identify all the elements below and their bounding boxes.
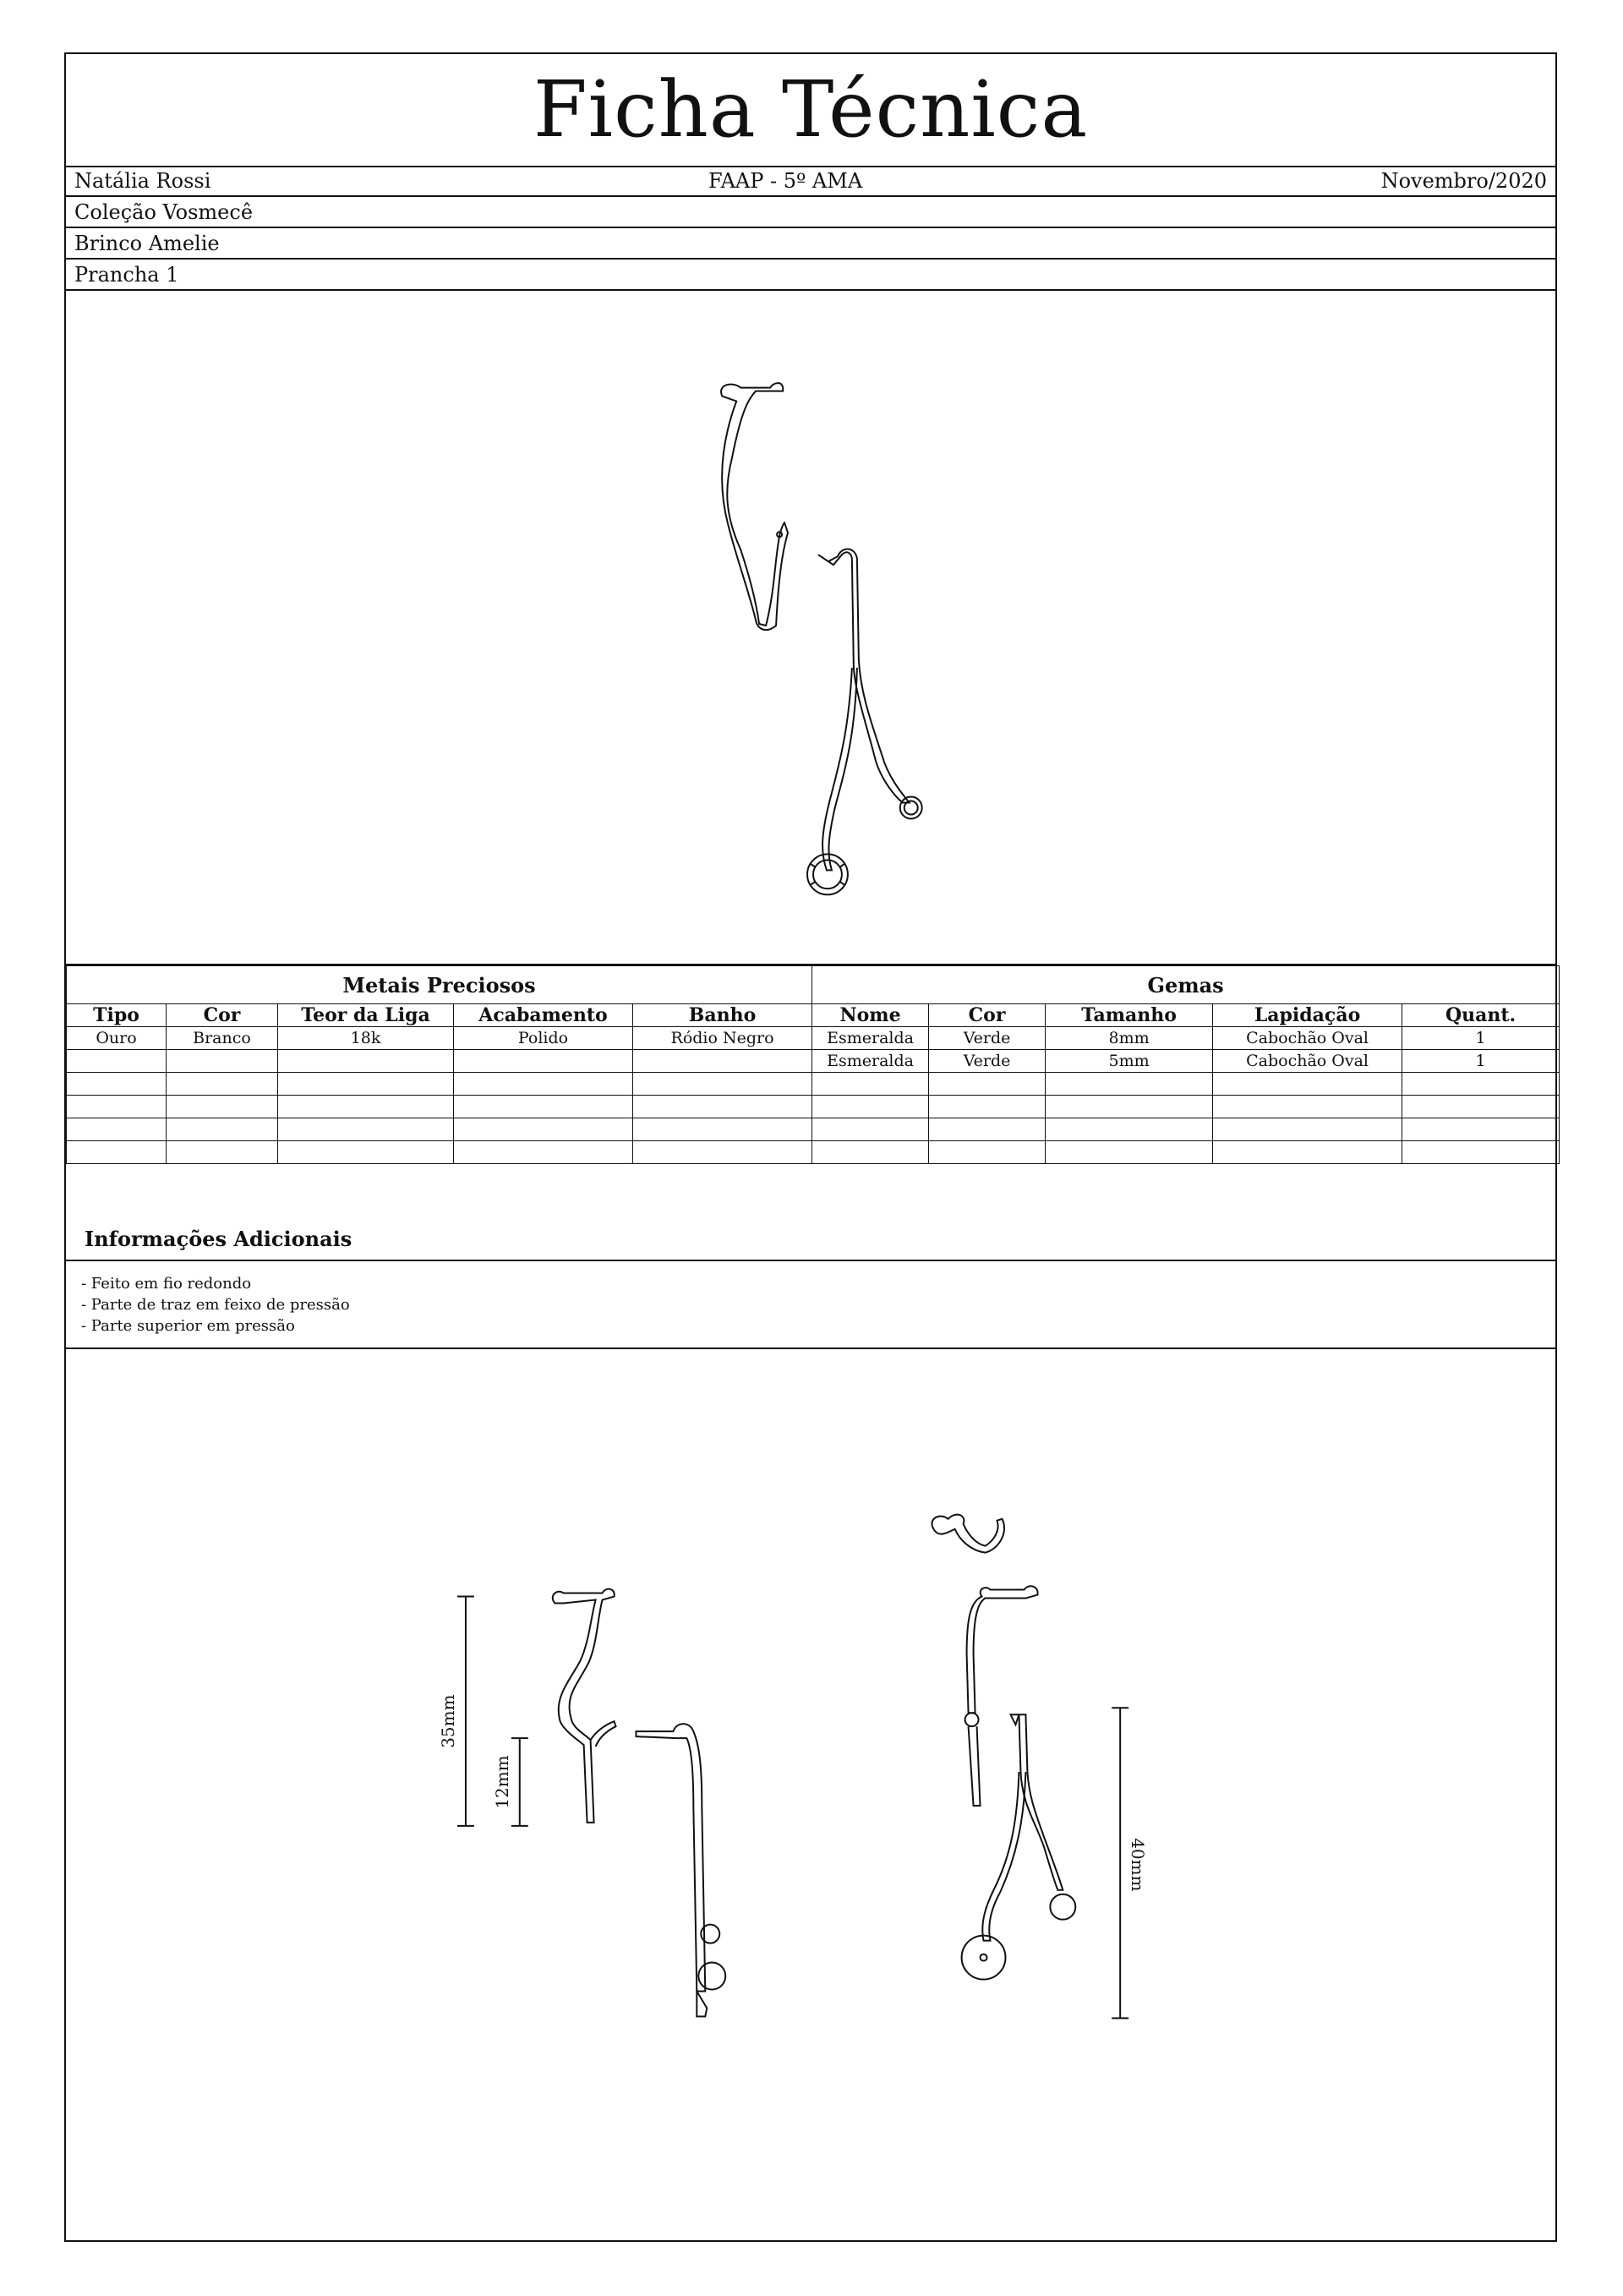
dimension-label-40mm: 40mm <box>1128 1838 1149 1892</box>
gem-name-cell: Esmeralda <box>812 1027 929 1050</box>
back-view-branch-wire <box>1010 1714 1063 1890</box>
table-row <box>67 1096 1560 1118</box>
header-row-4 <box>66 260 1555 291</box>
info-item: - Parte superior em pressão <box>81 1317 295 1335</box>
page-title: Ficha Técnica <box>66 54 1555 167</box>
course-name: FAAP - 5º AMA <box>708 169 863 193</box>
board-number: Prancha 1 <box>74 263 179 287</box>
metals-col-plating: Banho <box>633 1004 812 1027</box>
front-view-hook <box>553 1589 615 1823</box>
back-view-gem-large <box>962 1936 1006 1980</box>
side-view-bottom <box>697 1991 707 2016</box>
back-view-stem <box>982 1772 1025 1941</box>
collection-name: Coleção Vosmecê <box>74 200 254 224</box>
back-view-hook <box>967 1586 1038 1713</box>
gems-col-size: Tamanho <box>1046 1004 1213 1027</box>
gem-quantity-cell: 1 <box>1402 1027 1560 1050</box>
gem-size-cell: 5mm <box>1046 1050 1213 1073</box>
gem-cut-cell: Cabochão Oval <box>1213 1027 1402 1050</box>
upper-hook-wire <box>721 383 788 630</box>
dimension-label-12mm: 12mm <box>491 1755 512 1809</box>
back-view-gem-small <box>1050 1894 1075 1920</box>
gem-quantity-cell: 1 <box>1402 1050 1560 1073</box>
dimension-label-35mm: 35mm <box>437 1694 458 1748</box>
table-row <box>67 1027 1560 1050</box>
metals-col-type: Tipo <box>67 1004 167 1027</box>
author-name: Natália Rossi <box>74 169 211 193</box>
materials-table <box>66 964 1555 1164</box>
dimension-line-12mm <box>511 1738 528 1826</box>
gems-col-quantity: Quant. <box>1402 1004 1560 1027</box>
lower-branch-wire <box>818 549 910 802</box>
table-row <box>67 1141 1560 1164</box>
info-heading: Informações Adicionais <box>66 1217 1555 1261</box>
main-stem <box>822 668 857 870</box>
dimension-line-35mm <box>457 1597 474 1826</box>
small-gem-inner <box>904 801 918 815</box>
metal-finish-cell: Polido <box>454 1027 633 1050</box>
gem-color-cell: Verde <box>929 1027 1046 1050</box>
header-row-2 <box>66 197 1555 228</box>
dimension-line-40mm <box>1112 1708 1128 2018</box>
gems-col-cut: Lapidação <box>1213 1004 1402 1027</box>
table-row <box>67 1050 1560 1073</box>
side-view-wire <box>636 1724 705 1991</box>
earring-orthographic-views <box>66 1349 1555 2242</box>
info-item: - Feito em fio redondo <box>81 1275 252 1293</box>
side-view-gem-large <box>698 1963 725 1990</box>
metals-col-alloy: Teor da Liga <box>278 1004 454 1027</box>
large-gem-inner <box>813 860 842 888</box>
front-view-branch <box>591 1721 616 1747</box>
header-row-1 <box>66 166 1555 197</box>
info-item: - Parte de traz em feixo de pressão <box>81 1296 350 1314</box>
metals-col-finish: Acabamento <box>454 1004 633 1027</box>
metal-alloy-cell: 18k <box>278 1027 454 1050</box>
metals-heading: Metais Preciosos <box>67 966 812 1004</box>
gem-cut-cell: Cabochão Oval <box>1213 1050 1402 1073</box>
top-clip-detail <box>932 1515 1005 1553</box>
table-row <box>67 1073 1560 1096</box>
gems-heading: Gemas <box>812 966 1560 1004</box>
info-list <box>66 1261 1555 1349</box>
gems-col-name: Nome <box>812 1004 929 1027</box>
table-row <box>67 1118 1560 1141</box>
header-row-3 <box>66 228 1555 260</box>
earring-perspective-drawing <box>66 296 1555 964</box>
metals-col-color: Cor <box>167 1004 278 1027</box>
gem-size-cell: 8mm <box>1046 1027 1213 1050</box>
gem-color-cell: Verde <box>929 1050 1046 1073</box>
back-view-gem-large-inner <box>981 1954 987 1961</box>
gems-col-color: Cor <box>929 1004 1046 1027</box>
piece-name: Brinco Amelie <box>74 232 220 255</box>
technical-sheet <box>64 52 1557 2242</box>
date: Novembro/2020 <box>1380 169 1547 193</box>
back-view-hook-tail <box>969 1726 981 1806</box>
metal-plating-cell: Ródio Negro <box>633 1027 812 1050</box>
metal-color-cell: Branco <box>167 1027 278 1050</box>
small-gem <box>900 797 922 819</box>
back-view-hook-loop <box>965 1713 979 1726</box>
metal-type-cell: Ouro <box>67 1027 167 1050</box>
gem-name-cell: Esmeralda <box>812 1050 929 1073</box>
